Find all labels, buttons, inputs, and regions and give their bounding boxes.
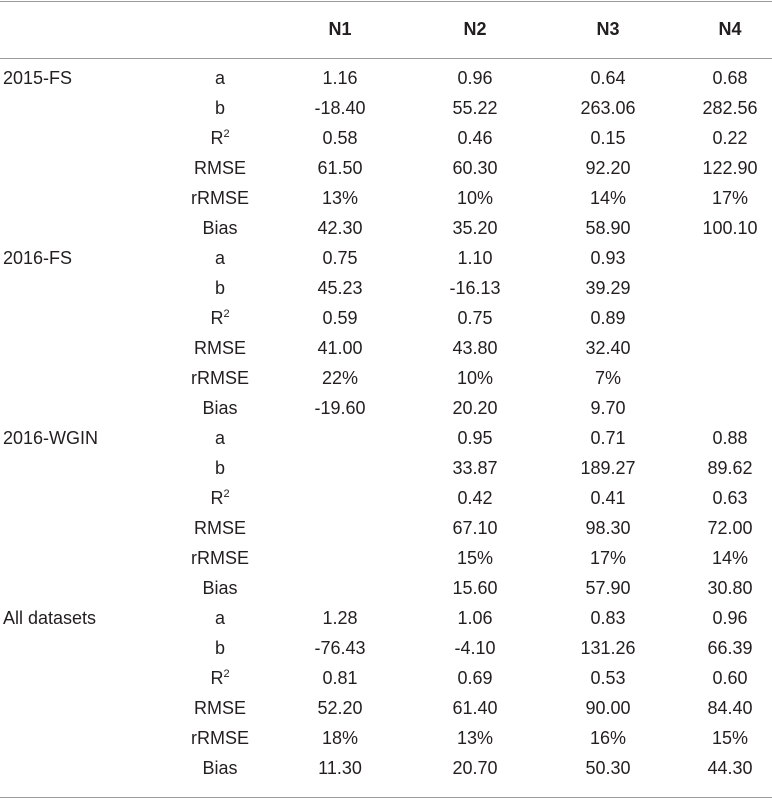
parameter-label [150, 123, 290, 153]
value-cell-n4: 0.63 [712, 488, 748, 508]
value-cell-n1: 52.20 [317, 698, 363, 718]
table-row [0, 123, 772, 153]
table-row [0, 513, 772, 543]
value-cell-n2: -16.13 [449, 278, 501, 298]
parameter-text: rRMSE [191, 368, 249, 388]
header-n4: N4 [718, 19, 742, 39]
value-cell-n2: 33.87 [452, 458, 498, 478]
value-cell-n1: 1.28 [322, 608, 358, 628]
value-cell-n2: 0.42 [457, 488, 493, 508]
value-cell-n3: 0.64 [590, 68, 626, 88]
parameter-text: b [214, 638, 225, 658]
table-row [0, 63, 772, 93]
value-cell-n2: 15% [456, 548, 494, 568]
parameter-text: a [214, 248, 225, 268]
table-row [0, 333, 772, 363]
header-rule [0, 58, 772, 59]
parameter-label [150, 753, 290, 783]
parameter-label [150, 693, 290, 723]
table-row [0, 393, 772, 423]
parameter-superscript: 2 [223, 308, 230, 320]
value-cell-n1 [270, 513, 410, 543]
value-cell-n3: 57.90 [585, 578, 631, 598]
parameter-label [150, 633, 290, 663]
value-cell-n2: 67.10 [452, 518, 498, 538]
value-cell-n4: 0.60 [712, 668, 748, 688]
value-cell-n4: 84.40 [707, 698, 753, 718]
value-cell-n4: 14% [711, 548, 749, 568]
value-cell-n2: 61.40 [452, 698, 498, 718]
value-cell-n1 [270, 423, 410, 453]
parameter-label [150, 273, 290, 303]
table-row [0, 363, 772, 393]
table-row [0, 663, 772, 693]
value-cell-n2: 13% [456, 728, 494, 748]
value-cell-n3: 50.30 [585, 758, 631, 778]
value-cell-n1: 13% [321, 188, 359, 208]
value-cell-n4 [660, 393, 772, 423]
table-row [0, 243, 772, 273]
value-cell-n4: 0.96 [712, 608, 748, 628]
value-cell-n4: 15% [711, 728, 749, 748]
header-n2: N2 [463, 19, 487, 39]
parameter-label [150, 663, 290, 693]
parameter-text: b [214, 458, 225, 478]
parameter-superscript: 2 [223, 128, 230, 140]
value-cell-n4 [660, 303, 772, 333]
parameter-text: Bias [202, 578, 238, 598]
value-cell-n4 [660, 273, 772, 303]
value-cell-n3: 7% [594, 368, 621, 388]
value-cell-n1: 0.59 [322, 308, 358, 328]
value-cell-n2: 55.22 [452, 98, 498, 118]
value-cell-n2: 10% [456, 368, 494, 388]
table-row [0, 483, 772, 513]
value-cell-n2: 43.80 [452, 338, 498, 358]
table-row [0, 573, 772, 603]
table-row [0, 153, 772, 183]
value-cell-n4 [660, 333, 772, 363]
value-cell-n4: 0.22 [712, 128, 748, 148]
value-cell-n1: -76.43 [314, 638, 366, 658]
value-cell-n1 [270, 573, 410, 603]
value-cell-n1: 18% [321, 728, 359, 748]
table-row [0, 543, 772, 573]
parameter-text: a [214, 428, 225, 448]
value-cell-n4: 17% [711, 188, 749, 208]
value-cell-n3: 0.89 [590, 308, 626, 328]
value-cell-n1: 22% [321, 368, 359, 388]
value-cell-n3: 92.20 [585, 158, 631, 178]
parameter-text: R [210, 668, 224, 688]
parameter-text: Bias [202, 398, 238, 418]
dataset-label: 2016-FS [3, 248, 73, 268]
value-cell-n1: 0.75 [322, 248, 358, 268]
value-cell-n2: 0.69 [457, 668, 493, 688]
value-cell-n3: 0.15 [590, 128, 626, 148]
parameter-label [150, 183, 290, 213]
value-cell-n3: 0.71 [590, 428, 626, 448]
parameter-text: RMSE [193, 338, 246, 358]
value-cell-n3: 90.00 [585, 698, 631, 718]
value-cell-n1: 41.00 [317, 338, 363, 358]
value-cell-n1: -18.40 [314, 98, 366, 118]
top-rule [0, 1, 772, 2]
parameter-label [150, 153, 290, 183]
value-cell-n4: 44.30 [707, 758, 753, 778]
value-cell-n2: 0.46 [457, 128, 493, 148]
parameter-label [150, 63, 290, 93]
table-row [0, 423, 772, 453]
parameter-text: R [210, 128, 224, 148]
table-row [0, 213, 772, 243]
value-cell-n3: 14% [589, 188, 627, 208]
value-cell-n3: 0.93 [590, 248, 626, 268]
value-cell-n2: 20.20 [452, 398, 498, 418]
table-row [0, 603, 772, 633]
bottom-rule [0, 797, 772, 798]
value-cell-n4: 66.39 [707, 638, 753, 658]
value-cell-n1: 0.58 [322, 128, 358, 148]
table-row [0, 693, 772, 723]
parameter-label [150, 513, 290, 543]
parameter-text: rRMSE [191, 728, 249, 748]
value-cell-n4 [660, 243, 772, 273]
parameter-label [150, 723, 290, 753]
table-row [0, 93, 772, 123]
parameter-text: a [214, 608, 225, 628]
parameter-label [150, 453, 290, 483]
value-cell-n4 [660, 363, 772, 393]
parameter-text: RMSE [193, 518, 246, 538]
value-cell-n4: 282.56 [702, 98, 758, 118]
value-cell-n1: 0.81 [322, 668, 358, 688]
value-cell-n3: 131.26 [580, 638, 636, 658]
value-cell-n3: 16% [589, 728, 627, 748]
value-cell-n3: 0.83 [590, 608, 626, 628]
parameter-label [150, 483, 290, 513]
value-cell-n4: 100.10 [702, 218, 758, 238]
value-cell-n4: 0.88 [712, 428, 748, 448]
table-row [0, 753, 772, 783]
table-row [0, 273, 772, 303]
value-cell-n1: -19.60 [314, 398, 366, 418]
value-cell-n2: 35.20 [452, 218, 498, 238]
parameter-superscript: 2 [223, 488, 230, 500]
value-cell-n4: 122.90 [702, 158, 758, 178]
parameter-label [150, 333, 290, 363]
parameter-label [150, 303, 290, 333]
value-cell-n3: 9.70 [590, 398, 626, 418]
value-cell-n1: 45.23 [317, 278, 363, 298]
value-cell-n2: 10% [456, 188, 494, 208]
parameter-text: a [214, 68, 225, 88]
parameter-text: Bias [202, 218, 238, 238]
parameter-text: RMSE [193, 698, 246, 718]
value-cell-n2: -4.10 [454, 638, 496, 658]
dataset-label: All datasets [3, 608, 97, 628]
parameter-text: b [214, 98, 225, 118]
table-row [0, 303, 772, 333]
table-row [0, 453, 772, 483]
value-cell-n4: 89.62 [707, 458, 753, 478]
parameter-text: RMSE [193, 158, 246, 178]
value-cell-n1: 61.50 [317, 158, 363, 178]
value-cell-n1: 11.30 [318, 758, 362, 778]
value-cell-n3: 39.29 [585, 278, 631, 298]
parameter-label [150, 393, 290, 423]
value-cell-n1: 1.16 [322, 68, 358, 88]
parameter-text: Bias [202, 758, 238, 778]
header-n1: N1 [328, 19, 352, 39]
value-cell-n3: 32.40 [585, 338, 631, 358]
parameter-label [150, 363, 290, 393]
value-cell-n4: 30.80 [707, 578, 753, 598]
value-cell-n2: 20.70 [452, 758, 498, 778]
dataset-label: 2016-WGIN [3, 428, 99, 448]
value-cell-n2: 0.96 [457, 68, 493, 88]
value-cell-n2: 1.06 [457, 608, 493, 628]
parameter-text: rRMSE [191, 548, 249, 568]
table-row [0, 723, 772, 753]
value-cell-n1 [270, 483, 410, 513]
value-cell-n2: 0.75 [457, 308, 493, 328]
value-cell-n2: 1.10 [457, 248, 493, 268]
parameter-superscript: 2 [223, 668, 230, 680]
header-row [0, 14, 772, 44]
table-row [0, 183, 772, 213]
value-cell-n3: 0.53 [590, 668, 626, 688]
header-n3: N3 [596, 19, 620, 39]
value-cell-n3: 0.41 [590, 488, 626, 508]
parameter-text: R [210, 488, 224, 508]
value-cell-n2: 15.60 [452, 578, 498, 598]
value-cell-n3: 58.90 [585, 218, 631, 238]
value-cell-n4: 72.00 [707, 518, 753, 538]
parameter-label [150, 423, 290, 453]
value-cell-n1 [270, 543, 410, 573]
parameter-label [150, 573, 290, 603]
value-cell-n3: 263.06 [580, 98, 636, 118]
value-cell-n4: 0.68 [712, 68, 748, 88]
value-cell-n3: 98.30 [585, 518, 631, 538]
value-cell-n3: 189.27 [580, 458, 636, 478]
parameter-text: R [210, 308, 224, 328]
parameter-text: rRMSE [191, 188, 249, 208]
dataset-label: 2015-FS [3, 68, 73, 88]
parameter-label [150, 93, 290, 123]
value-cell-n2: 0.95 [457, 428, 493, 448]
parameter-text: b [214, 278, 225, 298]
parameter-label [150, 543, 290, 573]
value-cell-n1 [270, 453, 410, 483]
value-cell-n2: 60.30 [452, 158, 498, 178]
table-row [0, 633, 772, 663]
value-cell-n3: 17% [589, 548, 627, 568]
parameter-label [150, 603, 290, 633]
parameter-label [150, 243, 290, 273]
parameter-label [150, 213, 290, 243]
value-cell-n1: 42.30 [317, 218, 363, 238]
